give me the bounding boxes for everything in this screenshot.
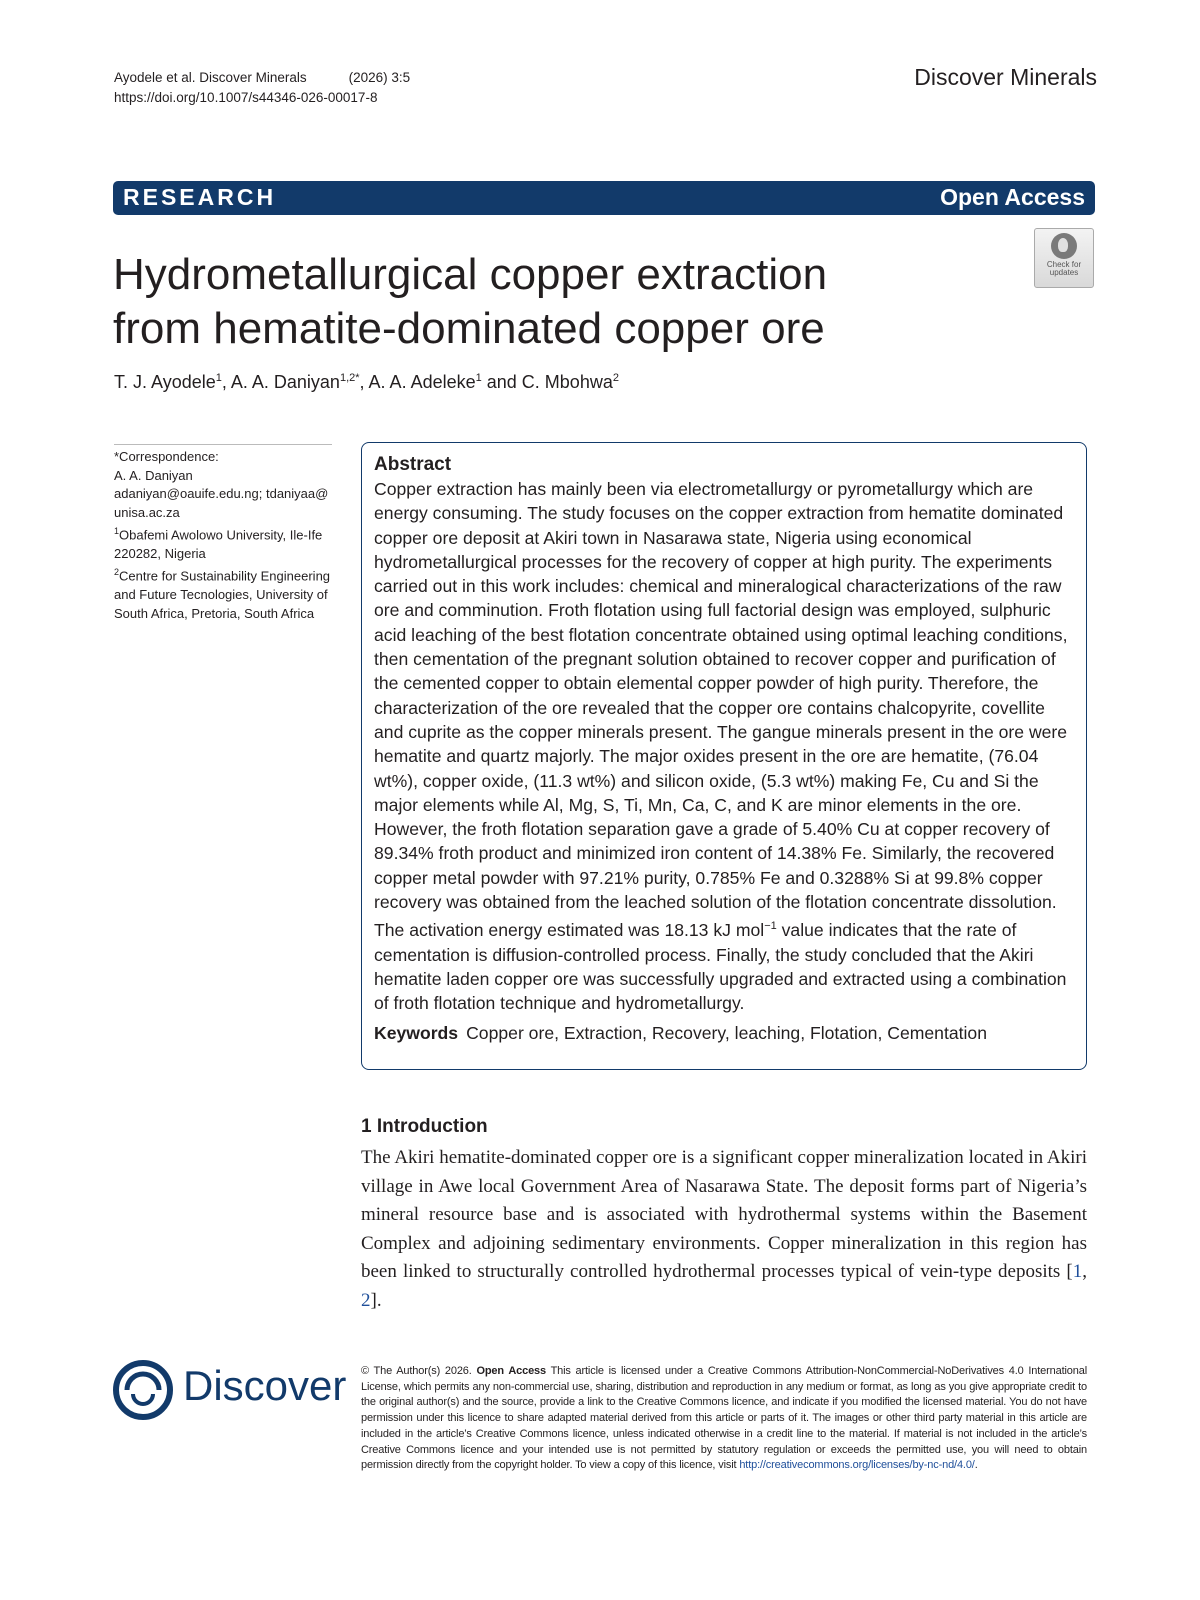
affiliation-number: 2	[114, 567, 120, 578]
citation-link[interactable]: 1	[1072, 1261, 1083, 1283]
license-text: This article is licensed under a Creative Commons Attribution-NonCommercial-NoDerivatives 4.0 International License, which permits any non-commercial use, sharing, distribution and reproduction in any medium or format, as long as you give appropriate credit to the original author(s) and the source, provide a link to the Creative Commons licence, and indicate if you modified the licensed material. You do not have permission under this licence to share adapted material derived from this article or parts of it. The images or other third party material in this article are included in the article’s Creative Commons licence, unless indicated otherwise in a credit line to the material. If material is not included in the article’s Creative Commons licence and your intended use is not permitted by statutory regulation or exceeds the permitted use, you will need to obtain permission directly from the copyright holder. To view a copy of this licence, visit	[361, 1365, 1087, 1472]
correspondence-email-1[interactable]: adaniyan@oauife.edu.ng; tdaniyaa@	[114, 486, 329, 501]
license-link[interactable]: http://creativecommons.org/licenses/by-nc-nd/4.0/	[739, 1459, 975, 1472]
article-type-band	[113, 181, 1095, 215]
license-notice	[361, 1364, 1087, 1474]
license-open-access: Open Access	[476, 1365, 546, 1377]
introduction-text: The Akiri hematite-dominated copper ore is a significant copper mineralization located in Akiri village in Awe local Government Area of Nasarawa State. The deposit forms part of Nigeria’s mineral resource base and is associated with hydrothermal systems within the Basement Complex and adjoining sedimentary environments. Copper mineralization in this region has been linked to structurally controlled hydrothermal processes typical of vein-type deposits	[361, 1147, 1087, 1283]
journal-name: Discover Minerals	[914, 64, 1097, 90]
introduction-paragraph	[361, 1144, 1087, 1316]
keywords-row	[374, 1021, 1074, 1045]
introduction-heading: 1 Introduction	[361, 1116, 488, 1137]
article-title	[113, 248, 827, 356]
affiliation-2	[114, 563, 339, 623]
abstract-box	[361, 442, 1087, 1070]
author-list	[114, 372, 619, 393]
article-type: RESEARCH	[123, 184, 277, 210]
header-doi[interactable]: https://doi.org/10.1007/s44346-026-00017-8	[114, 90, 378, 105]
author-aff: 1	[215, 372, 222, 384]
sidebar-divider	[114, 444, 332, 445]
header-authors: Ayodele et al. Discover Minerals	[114, 70, 307, 85]
abstract-superscript: −1	[764, 920, 777, 933]
affiliation-1	[114, 522, 339, 563]
check-line2: updates	[1049, 268, 1079, 277]
author-name[interactable]: A. A. Adeleke	[368, 372, 476, 392]
author-separator: ,	[221, 372, 231, 392]
abstract-heading: Abstract	[374, 454, 452, 475]
correspondence-block	[114, 448, 339, 623]
author-name[interactable]: T. J. Ayodele	[114, 372, 216, 392]
ref-bracket: [	[1066, 1261, 1073, 1283]
author-separator: ,	[359, 372, 369, 392]
header-year: (2026) 3:5	[348, 70, 411, 85]
author-aff: 2	[612, 372, 619, 384]
check-for-updates-button[interactable]	[1034, 228, 1094, 288]
open-access-label: Open Access	[940, 184, 1085, 210]
abstract-text-part: Copper extraction has mainly been via electrometallurgy or pyrometallurgy which are energy consuming. The study focuses on the copper extraction from hematite dominated copper ore deposit at Akiri town in Nasarawa state, Nigeria using economical hydrometallurgical processes for the recovery of copper at high purity. The experiments carried out in this work includes: chemical and mineralogical characterizations of the raw ore and comminution. Froth flotation using full factorial design was employed, sulphuric acid leaching of the best flotation concentrate obtained using optimal leaching conditions, then cementation of the pregnant solution obtained to recover copper and purification of the cemented copper to obtain elemental copper powder of high purity. Therefore, the characterization of the ore revealed that the copper ore contains chalcopyrite, covellite and cuprite as the copper minerals present. The gangue minerals present in the ore were hematite and quartz majorly. The major oxides present in the ore are hematite, (76.04 wt%), copper oxide, (11.3 wt%) and silicon oxide, (5.3 wt%) making Fe, Cu and Si the major elements while Al, Mg, S, Ti, Mn, Ca, C, and K are minor elements in the ore. However, the froth flotation separation gave a grade of 5.40% Cu at copper recovery of 89.34% froth product and minimized iron content of 14.38% Fe. Similarly, the recovered copper metal powder with 97.21% purity, 0.785% Fe and 0.3288% Si at 99.8% copper recovery was obtained from the leached solution of the flotation concentrate dissolution. The activation energy estimated was 18.13 kJ mol	[374, 479, 1068, 941]
check-line1: Check for	[1046, 260, 1082, 269]
keywords-label: Keywords	[374, 1023, 459, 1044]
license-end: .	[974, 1459, 978, 1472]
discover-logo	[113, 1360, 347, 1420]
sentence-end: .	[376, 1289, 382, 1311]
ref-separator: ,	[1082, 1261, 1087, 1283]
title-line2: from hematite-dominated copper ore	[113, 304, 825, 353]
author-and: and	[481, 372, 522, 392]
correspondence-label: *Correspondence:	[114, 449, 219, 464]
abstract-text-part: value indicates that the rate of cementation is diffusion-controlled process. Finally, the study concluded that the Akiri hematite laden copper ore was successfully upgraded and extracted using a combination of froth flotation technique and hydrometallurgy.	[374, 920, 1067, 1014]
correspondence-name: A. A. Daniyan	[114, 467, 193, 483]
running-header	[114, 68, 410, 108]
author-name[interactable]: A. A. Daniyan	[230, 372, 340, 392]
title-line1: Hydrometallurgical copper extraction	[113, 250, 828, 299]
discover-wordmark: Discover	[183, 1362, 347, 1409]
correspondence-email-2[interactable]: unisa.ac.za	[114, 504, 180, 520]
author-aff: 1,2*	[339, 372, 360, 384]
affiliation-text: Obafemi Awolowo University, Ile-Ife 220282, Nigeria	[114, 527, 323, 561]
affiliation-text: Centre for Sustainability Engineering and Future Tecnologies, University of South Africa, Pretoria, South Africa	[114, 568, 331, 621]
copyright: © The Author(s) 2026.	[361, 1365, 472, 1377]
keywords-list: Copper ore, Extraction, Recovery, leaching, Flotation, Cementation	[466, 1023, 987, 1044]
citation-link[interactable]: 2	[361, 1289, 371, 1311]
discover-logo-icon	[113, 1360, 175, 1420]
affiliation-number: 1	[114, 526, 120, 536]
author-name[interactable]: C. Mbohwa	[521, 372, 613, 392]
ref-bracket: ]	[370, 1289, 377, 1311]
abstract-text	[374, 477, 1074, 1015]
author-aff: 1	[475, 372, 482, 384]
crossmark-icon	[1051, 233, 1077, 259]
